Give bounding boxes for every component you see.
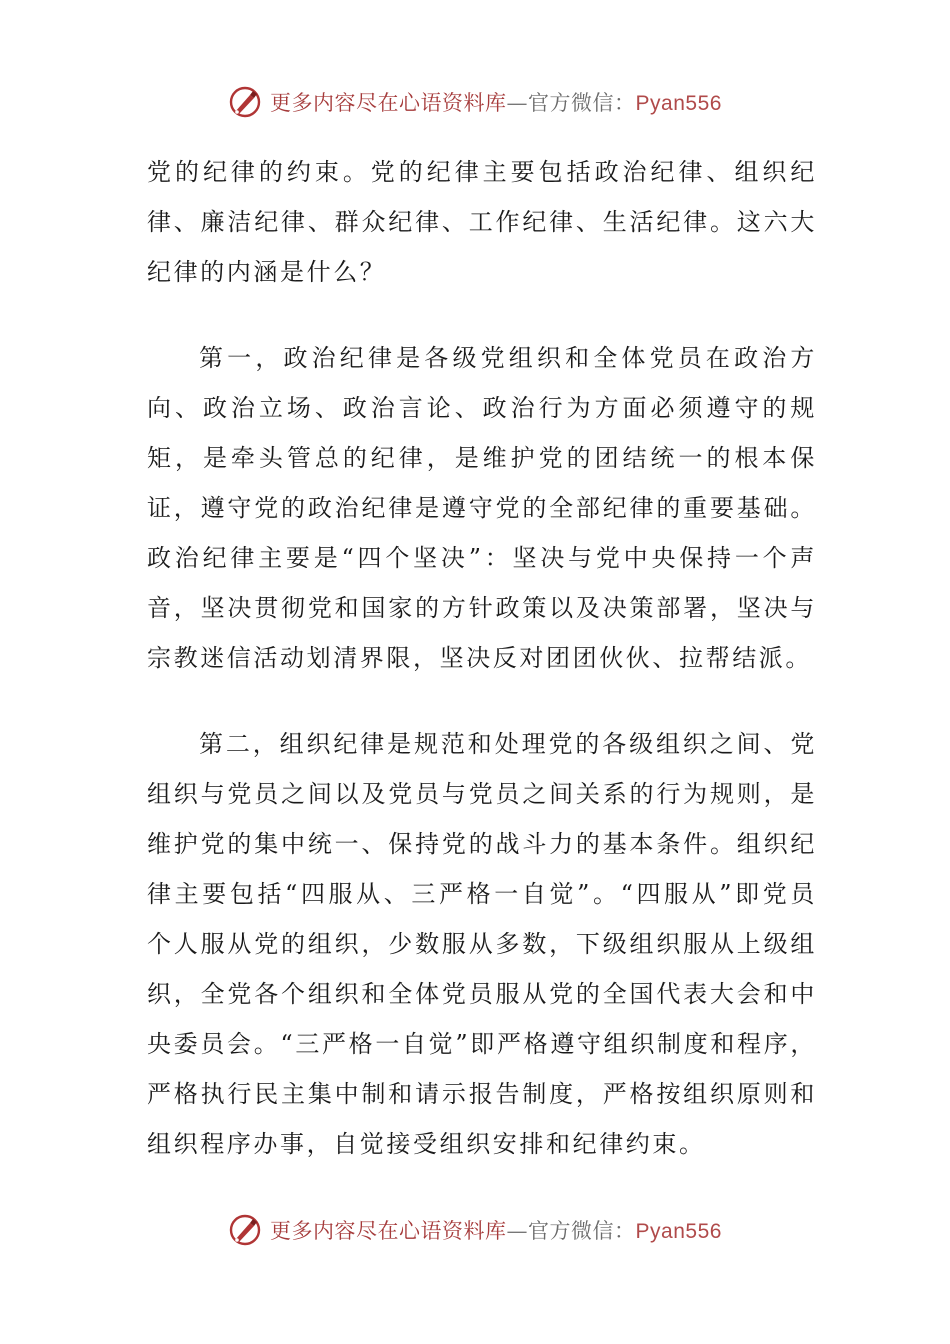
organizational-discipline-paragraph: 第二，组织纪律是规范和处理党的各级组织之间、党组织与党员之间以及党员与党员之间关系的行为规则，是维护党的集中统一、保持党的战斗力的基本条件。组织纪律主要包括“四服从、三严格一自觉”。“四服从”即党员个人服从党的组织，少数服从多数，下级组织服从上级组织，全党各个组织和全体党员服从党的全国代表大会和中央委员会。“三严格一自觉”即严格遵守组织制度和程序，严格执行民主集中制和请示报告制度，严格按组织原则和组织程序办事，自觉接受组织安排和纪律约束。 bbox=[147, 730, 817, 1158]
header-site-label: 更多内容尽在心语资料库 bbox=[270, 91, 507, 115]
footer-site-label: 更多内容尽在心语资料库 bbox=[270, 1219, 507, 1243]
header-banner bbox=[0, 82, 950, 122]
intro-paragraph: 党的纪律的约束。党的纪律主要包括政治纪律、组织纪律、廉洁纪律、群众纪律、工作纪律、生活纪律。这六大纪律的内涵是什么？ bbox=[147, 158, 817, 286]
pen-circle-logo-icon bbox=[228, 1213, 262, 1247]
footer-banner-text bbox=[270, 1215, 722, 1245]
paragraph-gap bbox=[147, 297, 817, 333]
political-discipline-paragraph: 第一，政治纪律是各级党组织和全体党员在政治方向、政治立场、政治言论、政治行为方面必须遵守的规矩，是牵头管总的纪律，是维护党的团结统一的根本保证，遵守党的政治纪律是遵守党的全部纪律的重要基础。政治纪律主要是“四个坚决”：坚决与党中央保持一个声音，坚决贯彻党和国家的方针政策以及决策部署，坚决与宗教迷信活动划清界限，坚决反对团团伙伙、拉帮结派。 bbox=[147, 344, 817, 672]
footer-wechat-label: 官方微信： bbox=[528, 1219, 636, 1243]
footer-separator: — bbox=[506, 1219, 529, 1243]
document-body bbox=[147, 147, 817, 1169]
header-wechat-label: 官方微信： bbox=[528, 91, 636, 115]
header-separator: — bbox=[506, 91, 529, 115]
pen-circle-logo-icon bbox=[228, 85, 262, 119]
header-banner-text bbox=[270, 87, 722, 117]
paragraph-gap bbox=[147, 683, 817, 719]
footer-banner bbox=[0, 1210, 950, 1250]
footer-wechat-id: Pyan556 bbox=[635, 1220, 722, 1243]
header-wechat-id: Pyan556 bbox=[635, 92, 722, 115]
